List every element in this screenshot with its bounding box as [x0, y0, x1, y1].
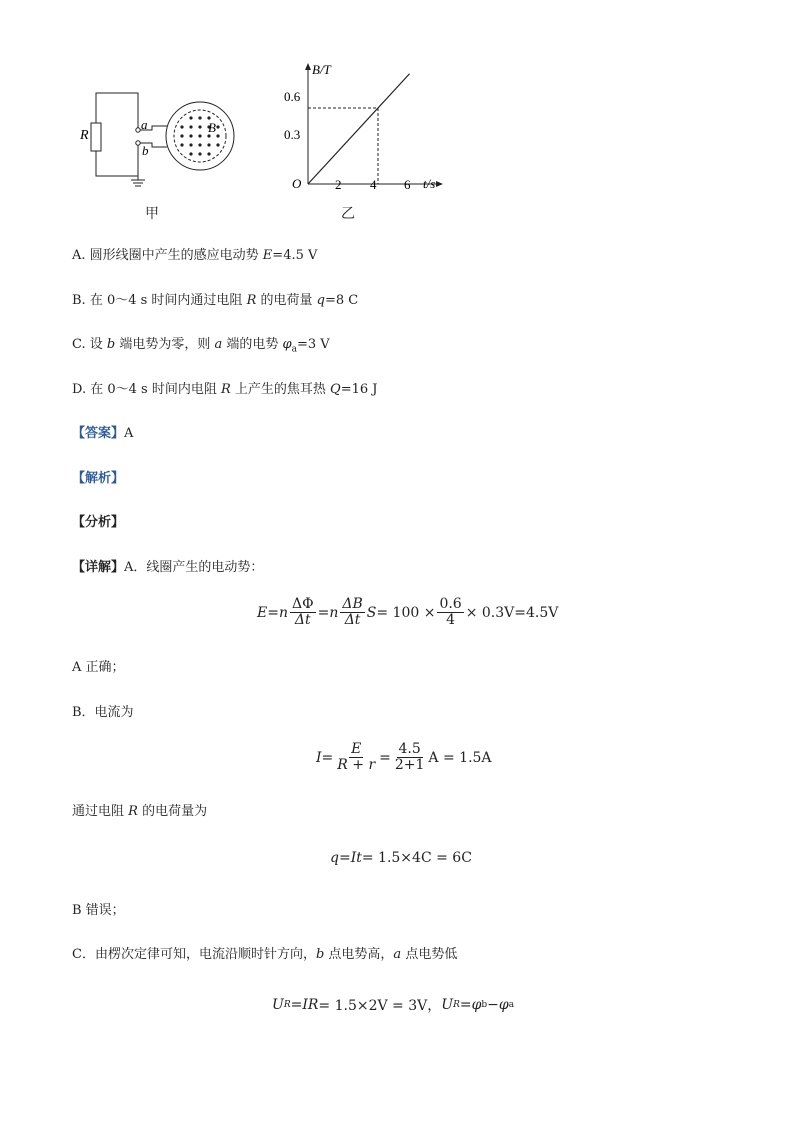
field-dot [189, 143, 192, 146]
x-tick-4: 4 [370, 177, 377, 192]
equation-current: I = $\frac{E}{R + r}$ = $\frac{4.5}{2+1}$ A = 1.5A [316, 741, 492, 773]
field-dot [180, 143, 183, 146]
field-dot [189, 152, 192, 155]
detail-line: 【详解】A．线圈产生的电动势： [72, 560, 264, 575]
field-dot [189, 134, 192, 137]
resistor-label: R [80, 128, 89, 143]
field-dot [180, 125, 183, 128]
field-dot [216, 125, 219, 128]
y-axis-label: B/T [312, 62, 331, 77]
field-label: B [208, 120, 216, 135]
fenxi-label: 【分析】 [72, 515, 125, 530]
field-dot [216, 134, 219, 137]
equation-voltage: U R = IR = 1.5×2V = 3V， U R = φ b − φ a [272, 997, 515, 1014]
analysis-label: 【解析】 [72, 471, 125, 486]
figure-yi-caption: 乙 [341, 206, 355, 222]
answer-line: 【答案】A [72, 426, 134, 441]
field-dot [207, 143, 210, 146]
b-t-line [308, 74, 410, 184]
field-dot [216, 143, 219, 146]
field-dot [198, 125, 201, 128]
option-a: A. 圆形线圈中产生的感应电动势 E=4.5 V [72, 248, 318, 263]
c-head: C．由楞次定律可知，电流沿顺时针方向，b 点电势高，a 点电势低 [72, 947, 458, 962]
b-head: B．电流为 [72, 705, 134, 720]
field-dot [189, 116, 192, 119]
charge-text: 通过电阻 R 的电荷量为 [72, 804, 208, 819]
a-correct: A 正确； [72, 660, 125, 675]
y-tick-0.3: 0.3 [284, 127, 301, 142]
equation-emf: E = n $\frac{\Delta\Phi}{\Delta t}$ = n $\frac{\Delta B}{\Delta t}$ S = 100 × $\frac{0.6}{4}$ × 0.3V=4.5V [257, 596, 559, 628]
x-tick-2: 2 [335, 177, 342, 192]
field-dot [189, 125, 192, 128]
x-tick-6: 6 [404, 177, 411, 192]
terminal-a-label: a [141, 117, 148, 132]
figure-yi-graph [284, 60, 448, 200]
option-c: C. 设 b 端电势为零，则 a 端的电势 $\varphi_a=3$ V [72, 337, 330, 355]
field-dot [180, 134, 183, 137]
field-dot [198, 152, 201, 155]
field-dot [198, 116, 201, 119]
field-dot [198, 134, 201, 137]
option-d: D. 在 0～4 s 时间内电阻 R 上产生的焦耳热 Q=16 J [72, 382, 378, 397]
x-axis-label: t/s [423, 176, 436, 191]
y-tick-0.6: 0.6 [284, 89, 301, 104]
figure-jia-caption: 甲 [145, 206, 159, 222]
b-wrong: B 错误； [72, 903, 125, 918]
option-b: B. 在 0～4 s 时间内通过电阻 R 的电荷量 q=8 C [72, 293, 359, 308]
field-dot [198, 143, 201, 146]
figure-jia-circuit [70, 80, 250, 195]
equation-charge: q = It = 1.5×4C = 6C [330, 850, 472, 866]
origin-label: O [292, 176, 302, 191]
terminal-b-label: b [142, 143, 149, 158]
field-dot [207, 152, 210, 155]
